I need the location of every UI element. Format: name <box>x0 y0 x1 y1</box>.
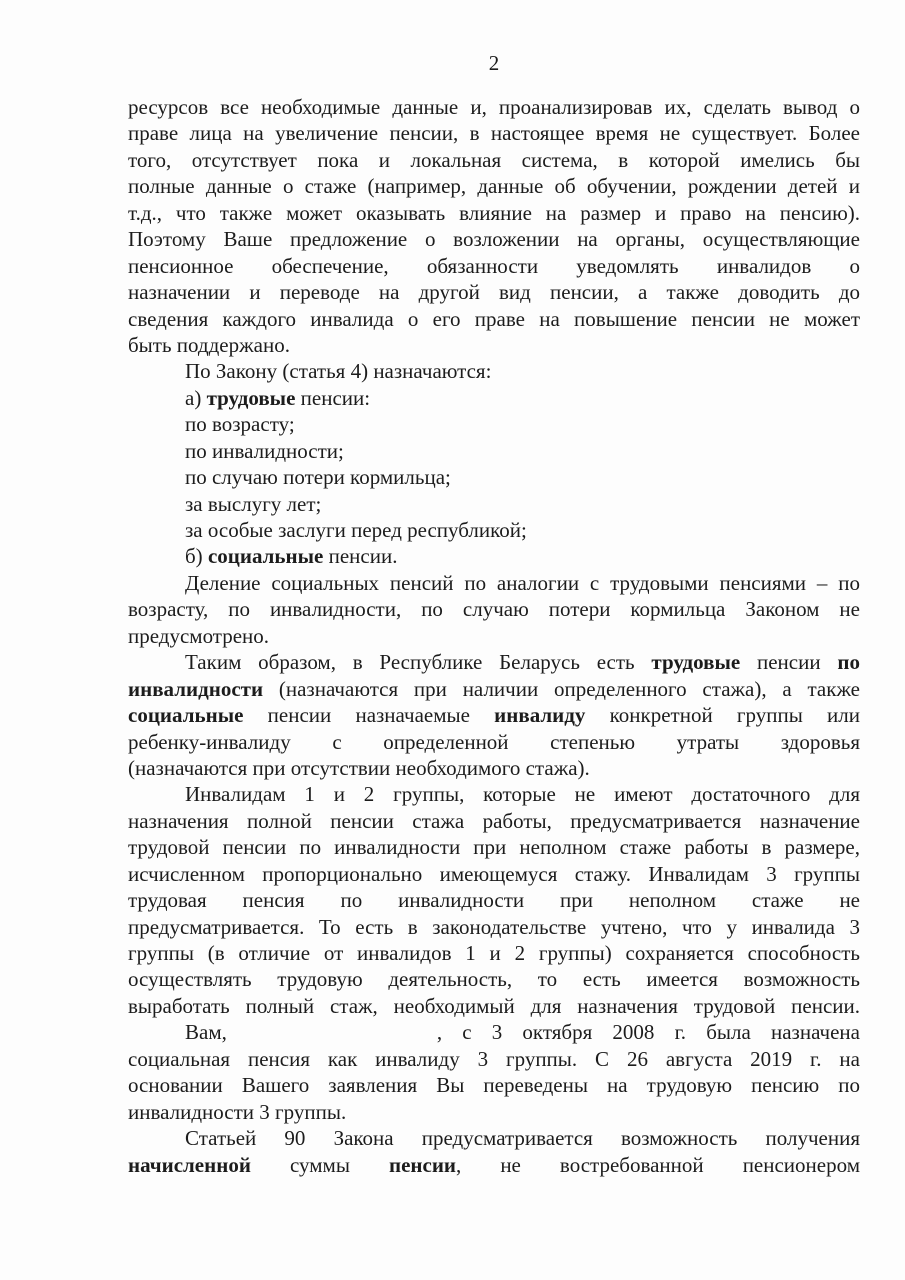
text-run: б) <box>185 544 208 569</box>
text-run: по возрасту; <box>185 412 295 437</box>
text-run: , с 3 октября 2008 г. была назначена <box>436 1020 860 1045</box>
text-line <box>128 1072 860 1098</box>
text-run: группы (в отличие от инвалидов 1 и 2 группы) сохраняется способность <box>128 941 860 965</box>
text-run: пенсии назначаемые <box>243 703 495 728</box>
text-line <box>128 729 860 755</box>
bold-text-run: социальные <box>207 544 324 569</box>
text-run: быть поддержано. <box>128 332 290 357</box>
text-run: по инвалидности; <box>185 438 344 463</box>
bold-text-run: пенсии <box>388 1152 457 1177</box>
text-line <box>128 120 860 146</box>
text-run: исчисленном пропорционально имеющемуся стажу. Инвалидам 3 группы <box>128 861 860 886</box>
bold-text-run: инвалидности <box>128 676 264 701</box>
text-line <box>128 1152 860 1178</box>
text-line <box>128 306 860 332</box>
text-run: основании Вашего заявления Вы переведены на трудовую пенсию по <box>128 1073 860 1098</box>
text-run: , не востребованной пенсионером <box>456 1152 860 1177</box>
text-run: праве лица на увеличение пенсии, в настоящее время не существует. Более <box>128 121 860 146</box>
text-run: сведения каждого инвалида о его праве на повышение пенсии не может <box>128 306 860 331</box>
text-run: пенсии <box>740 650 838 675</box>
text-line <box>128 438 860 464</box>
text-line <box>128 491 860 517</box>
text-line <box>128 623 860 649</box>
text-run: Вам, <box>185 1020 227 1045</box>
text-run: ресурсов все необходимые данные и, проанализировав их, сделать вывод о <box>128 95 860 119</box>
text-run: т.д., что также может оказывать влияние на размер и право на пенсию). <box>128 200 860 225</box>
text-line <box>128 173 860 199</box>
text-line <box>128 781 860 807</box>
text-line <box>128 1046 860 1072</box>
text-line <box>128 279 860 305</box>
text-run: пенсионное обеспечение, обязанности уведомлять инвалидов о <box>128 253 860 278</box>
document-body <box>128 94 860 1178</box>
text-run: назначении и переводе на другой вид пенсии, а также доводить до <box>128 280 860 305</box>
text-run: предусматривается. То есть в законодательстве учтено, что у инвалида 3 <box>128 914 860 939</box>
text-run: Статьей 90 Закона предусматривается возможность получения <box>185 1126 860 1151</box>
text-run: полные данные о стаже (например, данные об обучении, рождении детей и <box>128 174 860 199</box>
text-run: пенсии: <box>295 385 371 410</box>
text-line <box>128 702 860 728</box>
text-run: предусмотрено. <box>128 623 270 648</box>
text-run: Поэтому Ваше предложение о возложении на органы, осуществляющие <box>128 227 860 252</box>
text-line <box>128 940 860 966</box>
bold-text-run: инвалиду <box>494 703 586 728</box>
text-line <box>128 253 860 279</box>
text-run: Инвалидам 1 и 2 группы, которые не имеют достаточного для <box>185 782 860 807</box>
text-run: Таким образом, в Республике Беларусь есть <box>185 650 652 675</box>
text-run: пенсии. <box>323 544 398 569</box>
text-run: за выслугу лет; <box>185 491 322 516</box>
text-line <box>128 755 860 781</box>
page-number: 2 <box>488 51 500 75</box>
text-line <box>128 1019 860 1045</box>
text-line <box>128 808 860 834</box>
text-line <box>128 1099 860 1125</box>
text-line <box>128 649 860 675</box>
text-run: конкретной группы или <box>585 703 860 728</box>
text-line <box>128 464 860 490</box>
text-line <box>128 993 860 1019</box>
text-line <box>128 358 860 384</box>
text-line <box>128 887 860 913</box>
text-run: а) <box>185 385 207 410</box>
text-run: трудовая пенсия по инвалидности при неполном стаже не <box>128 888 860 913</box>
text-line <box>128 861 860 887</box>
text-line <box>128 147 860 173</box>
text-line <box>128 332 860 358</box>
text-line <box>128 914 860 940</box>
text-line <box>128 570 860 596</box>
text-run: по случаю потери кормильца; <box>185 465 451 490</box>
text-run: Деление социальных пенсий по аналогии с трудовыми пенсиями – по <box>185 570 860 595</box>
text-line <box>128 543 860 569</box>
text-run: социальная пенсия как инвалиду 3 группы. С 26 августа 2019 г. на <box>128 1046 860 1071</box>
text-line <box>128 676 860 702</box>
text-run: ребенку-инвалиду с определенной степенью утраты здоровья <box>128 729 860 754</box>
bold-text-run: социальные <box>128 703 244 728</box>
text-line <box>128 411 860 437</box>
text-line <box>128 517 860 543</box>
text-line <box>128 94 860 120</box>
text-run: (назначаются при отсутствии необходимого стажа). <box>128 755 590 780</box>
text-line <box>128 834 860 860</box>
text-run: назначения полной пенсии стажа работы, предусматривается назначение <box>128 808 860 833</box>
text-run: осуществлять трудовую деятельность, то есть имеется возможность <box>128 967 860 992</box>
text-run: инвалидности 3 группы. <box>128 1099 347 1124</box>
bold-text-run: по <box>837 650 860 675</box>
text-run: выработать полный стаж, необходимый для назначения трудовой пенсии. <box>128 993 860 1018</box>
text-run: суммы <box>250 1152 389 1177</box>
bold-text-run: трудовые <box>206 385 296 410</box>
text-line <box>128 385 860 411</box>
text-run: трудовой пенсии по инвалидности при неполном стаже работы в размере, <box>128 835 860 860</box>
text-run: (назначаются при наличии определенного стажа), а также <box>263 676 860 701</box>
text-run: По Закону (статья 4) назначаются: <box>185 359 492 384</box>
bold-text-run: начисленной <box>128 1152 251 1177</box>
text-line <box>128 596 860 622</box>
text-line <box>128 1125 860 1151</box>
text-run: за особые заслуги перед республикой; <box>185 518 527 542</box>
text-run: того, отсутствует пока и локальная система, в которой имелись бы <box>128 147 860 172</box>
text-line <box>128 966 860 992</box>
text-run: возрасту, по инвалидности, по случаю потери кормильца Законом не <box>128 597 860 622</box>
bold-text-run: трудовые <box>651 650 741 675</box>
text-line <box>128 226 860 252</box>
text-line <box>128 200 860 226</box>
